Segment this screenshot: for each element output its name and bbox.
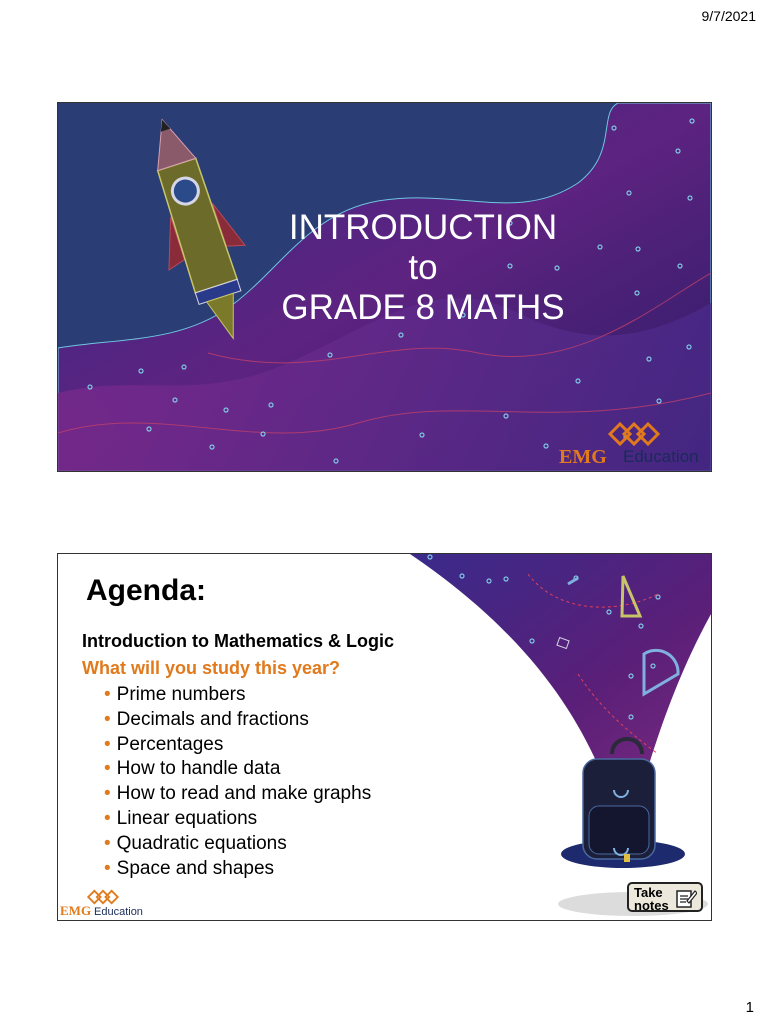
print-date: 9/7/2021 bbox=[701, 8, 756, 24]
emg-logo-icon bbox=[86, 889, 120, 905]
title-line-2: to bbox=[408, 248, 438, 287]
slide-agenda bbox=[57, 553, 712, 921]
take-notes-label: Take notes bbox=[634, 885, 669, 913]
notepad-pencil-icon bbox=[675, 887, 697, 909]
logo-emg-text: EMG bbox=[559, 446, 607, 468]
take-notes-button[interactable] bbox=[627, 882, 703, 912]
topics-list bbox=[104, 683, 371, 881]
title-line-3: GRADE 8 MATHS bbox=[281, 288, 565, 327]
title-line-1: INTRODUCTION bbox=[288, 208, 558, 247]
logo-education-text: Education bbox=[94, 906, 143, 918]
logo-education-text: Education bbox=[623, 447, 699, 466]
agenda-heading: Agenda: bbox=[86, 574, 206, 607]
emg-education-logo-small bbox=[60, 889, 160, 919]
emg-logo-icon bbox=[607, 421, 661, 447]
list-item: • Decimals and fractions bbox=[104, 708, 309, 730]
list-item: • How to handle data bbox=[104, 758, 281, 780]
list-item: • Quadratic equations bbox=[104, 832, 287, 854]
emg-education-logo bbox=[559, 419, 709, 469]
list-item: • Percentages bbox=[104, 733, 224, 755]
list-item: • Linear equations bbox=[104, 807, 258, 829]
list-item: • Space and shapes bbox=[104, 857, 275, 879]
slide-title-text bbox=[248, 208, 598, 328]
slide-title bbox=[57, 102, 712, 472]
list-item: • Prime numbers bbox=[104, 684, 246, 705]
agenda-subtitle: Introduction to Mathematics & Logic bbox=[82, 631, 395, 651]
list-item: • How to read and make graphs bbox=[104, 783, 372, 805]
page-number: 1 bbox=[745, 999, 754, 1016]
agenda-question: What will you study this year? bbox=[82, 658, 341, 678]
logo-emg-text: EMG bbox=[60, 903, 92, 918]
